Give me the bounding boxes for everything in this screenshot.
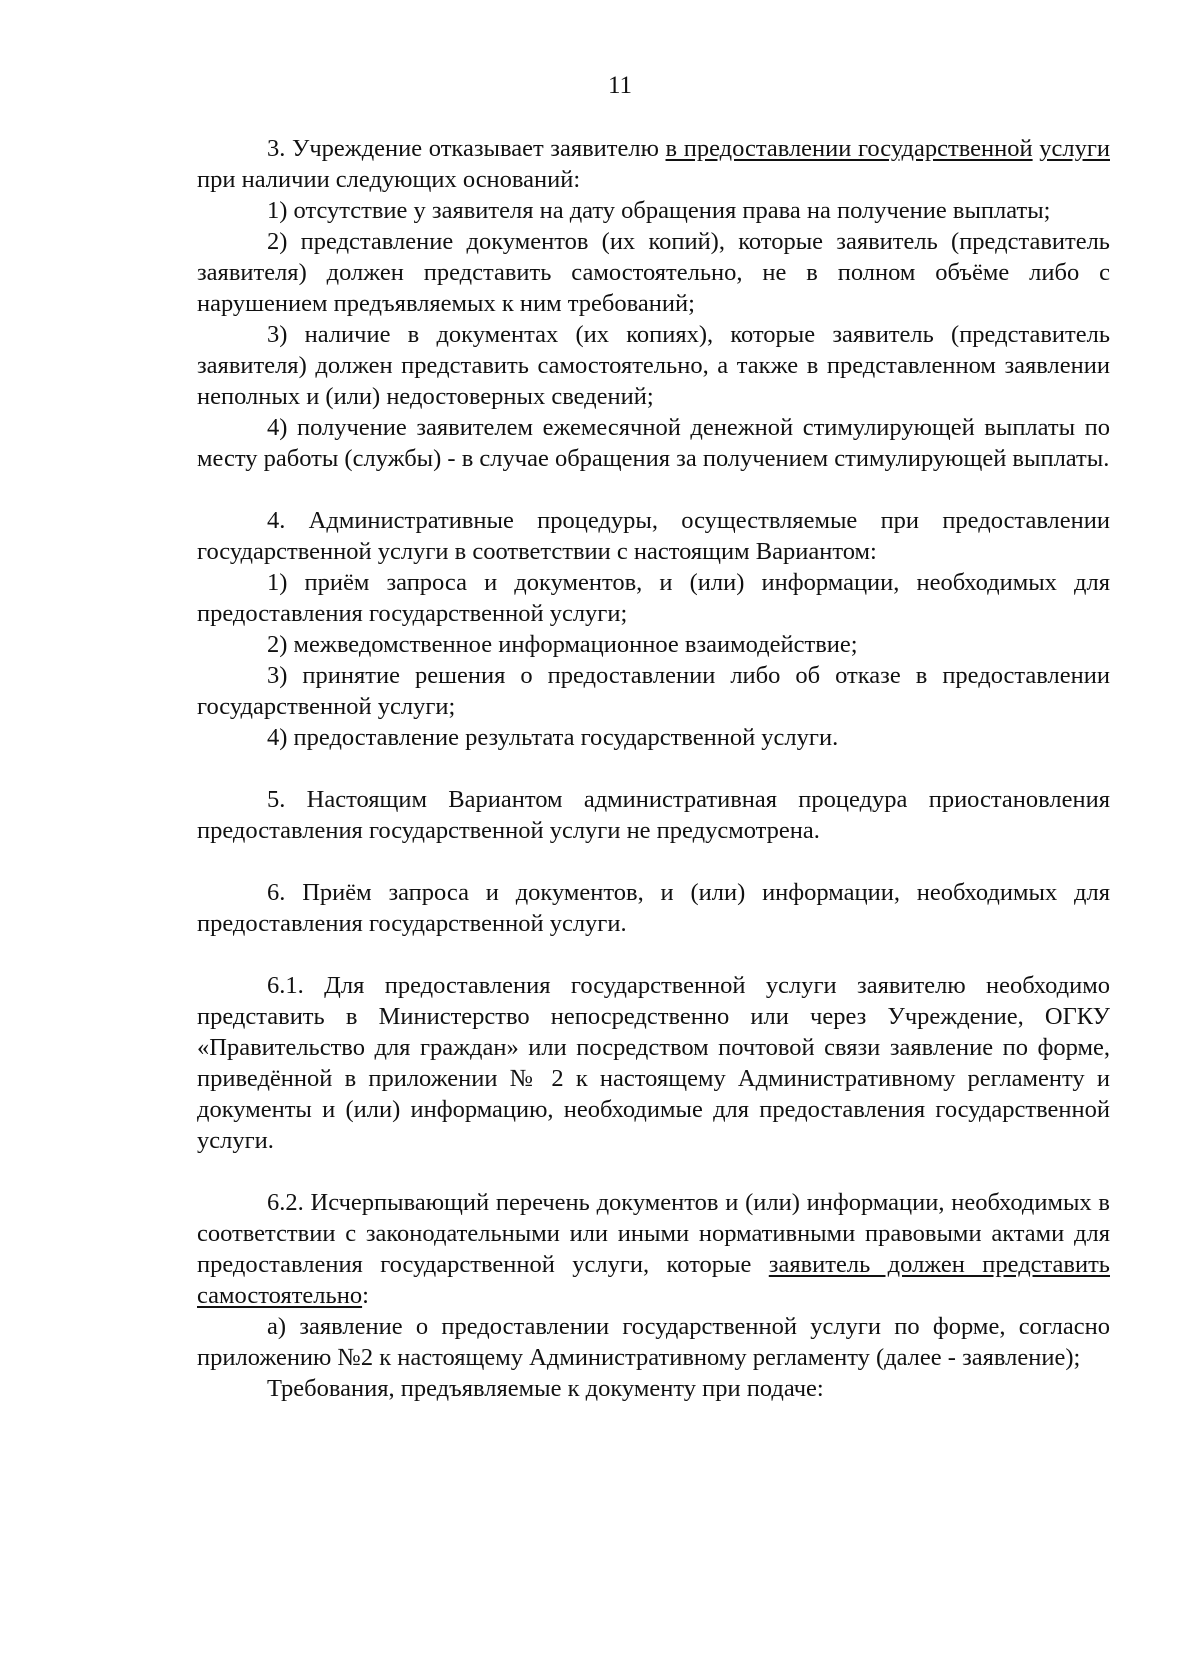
spacer [197, 939, 1110, 970]
section-6: 6. Приём запроса и документов, и (или) информации, необходимых для предоставления государственной услуги. [197, 879, 1110, 937]
section-6-2-lead [197, 1187, 1110, 1311]
section-6-2-lead-start: 6.2. Исчерпывающий перечень документов и (или) информации, необходимых в соответствии с законодательными или иными нормативными правовыми актами для предоставления государственной услуги, которые [197, 1189, 1110, 1278]
section-3-item-3: 3) наличие в документах (их копиях), которые заявитель (представитель заявителя) должен представить самостоятельно, а также в представленном заявлении неполных и (или) недостоверных сведений; [197, 321, 1110, 410]
section-3-item-2: 2) представление документов (их копий), которые заявитель (представитель заявителя) должен представить самостоятельно, не в полном объёме либо с нарушением предъявляемых к ним требований; [197, 228, 1110, 317]
section-6-2-underlined: заявитель должен представить самостоятельно [197, 1251, 1110, 1309]
section-3-item-4: 4) получение заявителем ежемесячной денежной стимулирующей выплаты по месту работы (службы) - в случае обращения за получением стимулирующей выплаты. [197, 414, 1110, 472]
section-4-item-4: 4) предоставление результата государственной услуги. [267, 724, 839, 751]
document-body [197, 133, 1110, 1404]
section-6-2-item-a: а) заявление о предоставлении государственной услуги по форме, согласно приложению №2 к настоящему Административному регламенту (далее - заявление); [197, 1313, 1110, 1371]
section-6-1: 6.1. Для предоставления государственной услуги заявителю необходимо представить в Министерство непосредственно или через Учреждение, ОГКУ «Правительство для граждан» или посредством почтовой связи заявление по форме, приведённой в приложении № 2 к настоящему Административному регламенту и документы и (или) информацию, необходимые для предоставления государственной услуги. [197, 972, 1110, 1154]
spacer [197, 846, 1110, 877]
section-3-lead-start: 3. Учреждение отказывает заявителю [267, 135, 666, 162]
section-4-lead: 4. Административные процедуры, осуществляемые при предоставлении государственной услуги в соответствии с настоящим Вариантом: [197, 507, 1110, 565]
spacer [197, 753, 1110, 784]
section-6-2-lead-end: : [362, 1282, 369, 1309]
section-4-item-1: 1) приём запроса и документов, и (или) информации, необходимых для предоставления государственной услуги; [197, 569, 1110, 627]
page-number: 11 [607, 72, 633, 99]
spacer [197, 474, 1110, 505]
section-4-item-2: 2) межведомственное информационное взаимодействие; [267, 631, 858, 658]
section-3-underlined-2: услуги [1039, 135, 1110, 162]
section-3-item-1: 1) отсутствие у заявителя на дату обращения права на получение выплаты; [267, 197, 1051, 224]
section-5: 5. Настоящим Вариантом административная процедура приостановления предоставления государственной услуги не предусмотрена. [197, 786, 1110, 844]
section-6-2-requirements: Требования, предъявляемые к документу при подаче: [267, 1375, 824, 1402]
section-3-underlined-1: в предоставлении государственной [665, 135, 1033, 162]
spacer [197, 1156, 1110, 1187]
section-3-lead [197, 133, 1110, 195]
section-3-lead-end: при наличии следующих оснований: [197, 166, 581, 193]
section-4-item-3: 3) принятие решения о предоставлении либо об отказе в предоставлении государственной услуги; [197, 662, 1110, 720]
